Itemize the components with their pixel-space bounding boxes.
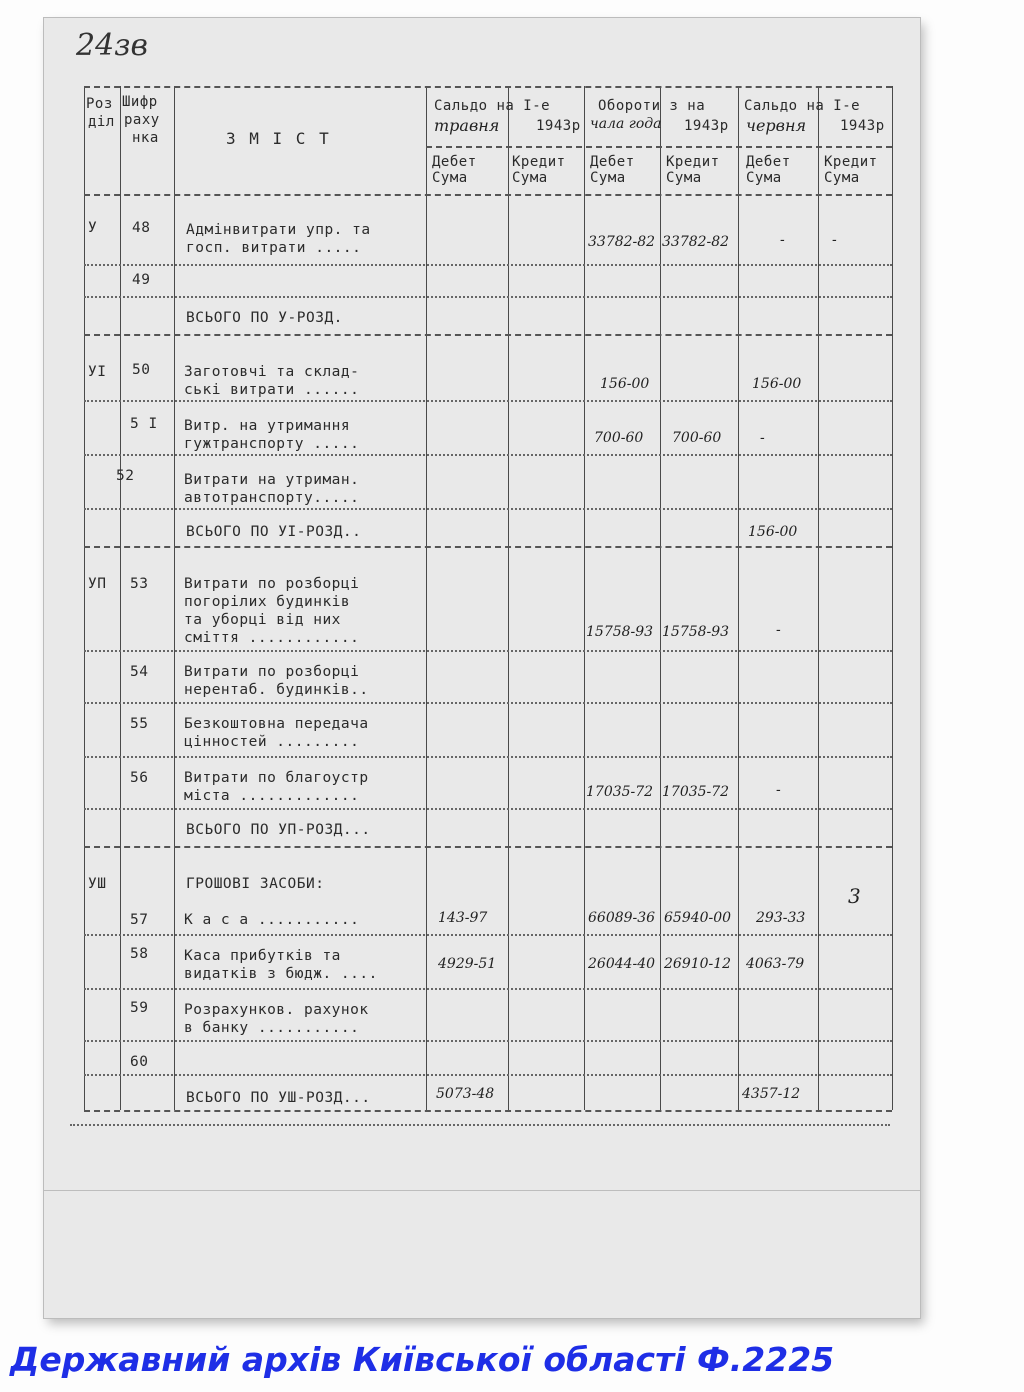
turnover-credit-value: 17035-72 <box>662 784 730 800</box>
row-section: УІ <box>88 364 107 380</box>
row-code: 57 <box>130 912 149 928</box>
turnover-debit-value: 156-00 <box>600 376 650 392</box>
row-code: 48 <box>132 220 151 236</box>
paper-sheet <box>44 18 920 1318</box>
row-code: 53 <box>130 576 149 592</box>
paper-fold-line <box>44 1190 920 1191</box>
grid-line <box>892 86 893 1110</box>
row-text-line: Адмінвитрати упр. та <box>186 222 371 238</box>
row-dotted-rule <box>84 296 892 298</box>
open-credit-2: Сума <box>512 170 548 186</box>
closing-debit-value: 4063-79 <box>746 956 805 972</box>
section-rule <box>84 546 892 548</box>
row-text-line: нерентаб. будинків.. <box>184 682 369 698</box>
opening-debit-value: 143-97 <box>438 910 488 926</box>
row-dotted-rule <box>70 1124 890 1126</box>
header-content: З М І С Т <box>226 129 331 148</box>
closing-debit-value: 293-33 <box>756 910 806 926</box>
turnover-debit-value: 26044-40 <box>588 956 656 972</box>
grid-line <box>660 86 661 1110</box>
header-top-rule <box>84 86 892 88</box>
row-code: 60 <box>130 1054 149 1070</box>
close-credit-2: Сума <box>824 170 860 186</box>
row-code: 54 <box>130 664 149 680</box>
row-text-line: Витрати по розборці <box>184 576 360 592</box>
row-text-line: ВСЬОГО ПО УШ-РОЗД... <box>186 1090 371 1106</box>
header-open-year: 1943р <box>536 118 581 134</box>
turnover-debit-value: 66089-36 <box>588 910 656 926</box>
header-mid-rule <box>426 146 892 148</box>
row-text-line: видатків з бюдж. .... <box>184 966 378 982</box>
row-dotted-rule <box>84 650 892 652</box>
row-dotted-rule <box>84 454 892 456</box>
section-rule <box>84 334 892 336</box>
close-debit-2: Сума <box>746 170 782 186</box>
turn-credit-2: Сума <box>666 170 702 186</box>
row-dotted-rule <box>84 264 892 266</box>
row-section: У <box>88 220 98 236</box>
row-text-line: сміття ............ <box>184 630 360 646</box>
section-rule <box>84 846 892 848</box>
row-text-line: цінностей ......... <box>184 734 360 750</box>
row-text-line: госп. витрати ..... <box>186 240 362 256</box>
row-text-line: гужтранспорту ..... <box>184 436 360 452</box>
margin-mark: 3 <box>848 884 861 908</box>
grid-line <box>120 86 121 1110</box>
row-code: 59 <box>130 1000 149 1016</box>
row-dotted-rule <box>84 808 892 810</box>
header-account-2: раху <box>124 112 160 128</box>
row-text-line: ські витрати ...... <box>184 382 360 398</box>
header-close-title: Сальдо на І-е <box>744 98 861 114</box>
turnover-credit-value: 26910-12 <box>664 956 732 972</box>
opening-debit-value: 5073-48 <box>436 1086 495 1102</box>
header-open-month: травня <box>434 116 500 135</box>
grid-line <box>738 86 739 1110</box>
grid-line <box>508 86 509 1110</box>
open-debit-2: Сума <box>432 170 468 186</box>
turnover-debit-value: 17035-72 <box>586 784 654 800</box>
turnover-credit-value: 33782-82 <box>662 234 730 250</box>
header-close-month: червня <box>746 116 807 135</box>
header-turnover-hand: чала года <box>590 116 662 132</box>
row-dotted-rule <box>84 508 892 510</box>
grid-line <box>84 86 85 1110</box>
turnover-debit-value: 33782-82 <box>588 234 656 250</box>
header-turnover-year: 1943р <box>684 118 729 134</box>
row-text-line: в банку ........... <box>184 1020 360 1036</box>
row-dotted-rule <box>84 400 892 402</box>
row-text-line: та уборці від них <box>184 612 341 628</box>
row-dotted-rule <box>84 1074 892 1076</box>
row-text-line: ВСЬОГО ПО У-РОЗД. <box>186 310 343 326</box>
row-text-line: ГРОШОВІ ЗАСОБИ: <box>186 876 325 892</box>
turn-debit-2: Сума <box>590 170 626 186</box>
header-section-2: діл <box>88 114 115 130</box>
row-section: УП <box>88 576 107 592</box>
closing-debit-value: - <box>776 782 781 798</box>
row-text-line: ВСЬОГО ПО УІ-РОЗД.. <box>186 524 362 540</box>
row-code: 55 <box>130 716 149 732</box>
row-text-line: Витрати на утриман. <box>184 472 360 488</box>
grid-line <box>818 86 819 1110</box>
table-bottom-rule <box>84 1110 892 1112</box>
closing-debit-value: - <box>780 232 785 248</box>
row-text-line: погорілих будинків <box>184 594 351 610</box>
turnover-credit-value: 700-60 <box>672 430 722 446</box>
close-credit-1: Кредит <box>824 154 878 170</box>
close-debit-1: Дебет <box>746 154 791 170</box>
row-code: 5 І <box>130 416 158 432</box>
row-code: 52 <box>116 468 135 484</box>
row-text-line: Розрахунков. рахунок <box>184 1002 369 1018</box>
header-account-3: нка <box>132 130 159 146</box>
open-credit-1: Кредит <box>512 154 566 170</box>
row-dotted-rule <box>84 988 892 990</box>
turnover-credit-value: 15758-93 <box>662 624 730 640</box>
header-open-title: Сальдо на І-е <box>434 98 551 114</box>
archive-caption: Державний архів Київської області Ф.2225 <box>10 1340 835 1379</box>
grid-line <box>174 86 175 1110</box>
turnover-credit-value: 65940-00 <box>664 910 732 926</box>
row-dotted-rule <box>84 1040 892 1042</box>
row-dotted-rule <box>84 756 892 758</box>
closing-debit-value: 156-00 <box>748 524 798 540</box>
row-text-line: Безкоштовна передача <box>184 716 369 732</box>
turn-credit-1: Кредит <box>666 154 720 170</box>
row-dotted-rule <box>84 934 892 936</box>
row-code: 56 <box>130 770 149 786</box>
row-text-line: Витрати по благоустр <box>184 770 369 786</box>
grid-line <box>426 86 427 1110</box>
row-text-line: Витрати по розборці <box>184 664 360 680</box>
closing-debit-value: 156-00 <box>752 376 802 392</box>
row-code: 50 <box>132 362 151 378</box>
closing-debit-value: - <box>776 622 781 638</box>
header-account-1: Шифр <box>122 94 158 110</box>
grid-line <box>584 86 585 1110</box>
row-text-line: Витр. на утримання <box>184 418 351 434</box>
header-section-1: Роз <box>86 96 113 112</box>
row-code: 58 <box>130 946 149 962</box>
closing-credit-value: - <box>832 232 837 248</box>
header-close-year: 1943р <box>840 118 885 134</box>
row-text-line: ВСЬОГО ПО УП-РОЗД... <box>186 822 371 838</box>
row-dotted-rule <box>84 702 892 704</box>
archive-sheet-number: 24зв <box>76 28 148 63</box>
turn-debit-1: Дебет <box>590 154 635 170</box>
row-section: УШ <box>88 876 107 892</box>
turnover-debit-value: 15758-93 <box>586 624 654 640</box>
row-text-line: Каса прибутків та <box>184 948 341 964</box>
closing-debit-value: - <box>760 430 765 446</box>
row-text-line: К а с а ........... <box>184 912 360 928</box>
header-bottom-rule <box>84 194 892 196</box>
opening-debit-value: 4929-51 <box>438 956 497 972</box>
row-code: 49 <box>132 272 151 288</box>
header-turnover-title: Обороти з на <box>598 98 706 114</box>
row-text-line: Заготовчі та склад- <box>184 364 360 380</box>
closing-debit-value: 4357-12 <box>742 1086 801 1102</box>
open-debit-1: Дебет <box>432 154 477 170</box>
row-text-line: міста ............. <box>184 788 360 804</box>
turnover-debit-value: 700-60 <box>594 430 644 446</box>
row-text-line: автотранспорту..... <box>184 490 360 506</box>
